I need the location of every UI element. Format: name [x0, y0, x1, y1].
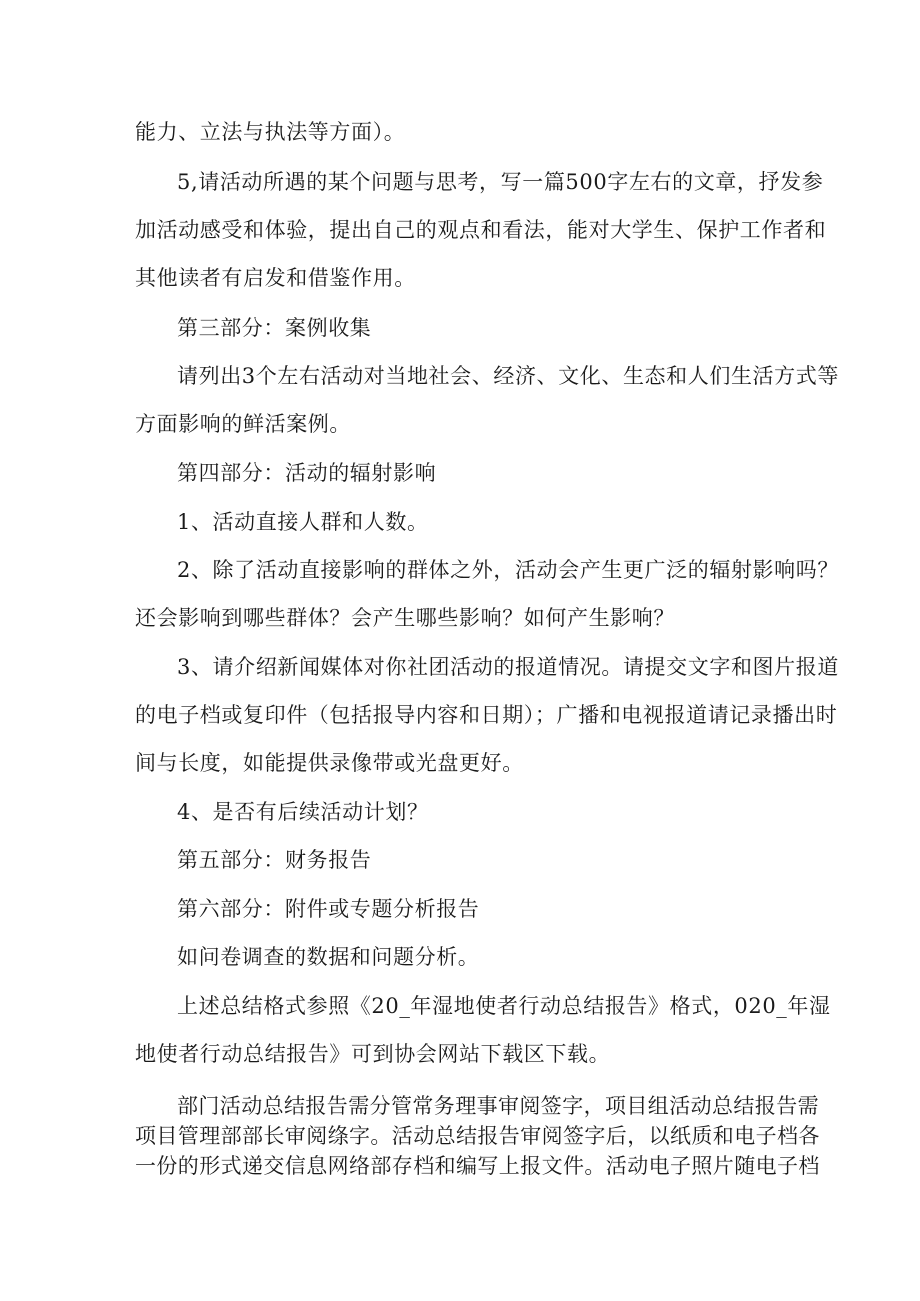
text-line: 2、除了活动直接影响的群体之外，活动会产生更广泛的辐射影响吗？	[177, 558, 839, 582]
text-line: 3、请介绍新闻媒体对你社团活动的报道情况。请提交文字和图片报道	[177, 655, 839, 679]
text-line: 上述总结格式参照《20_年湿地使者行动总结报告》格式，020_年湿	[177, 994, 831, 1018]
text-line: 如问卷调查的数据和问题分析。	[177, 945, 480, 969]
text-line: 加活动感受和体验，提出自己的观点和看法，能对大学生、保护工作者和	[135, 218, 827, 242]
section-heading: 第四部分：活动的辐射影响	[177, 461, 437, 485]
text-line: 地使者行动总结报告》可到协会网站下载区下载。	[135, 1042, 611, 1066]
section-heading: 第六部分：附件或专题分析报告	[177, 897, 480, 921]
text-line: 还会影响到哪些群体？会产生哪些影响？如何产生影响？	[135, 606, 675, 630]
section-heading: 第三部分：案例收集	[177, 316, 372, 340]
text-line: 的电子档或复印件（包括报导内容和日期）；广播和电视报道请记录播出时	[135, 703, 838, 727]
text-line: 能力、立法与执法等方面）。	[135, 120, 406, 144]
text-line: 1、活动直接人群和人数。	[177, 510, 429, 534]
section-heading: 第五部分：财务报告	[177, 848, 372, 872]
text-line: 部门活动总结报告需分管常务理事审阅签字，项目组活动总结报告需	[177, 1094, 819, 1118]
text-line: 项目管理部部长审阅绦字。活动总结报告审阅签字后，以纸质和电子档各	[135, 1124, 820, 1148]
text-line: 5,请活动所遇的某个问题与思考，写一篇500字左右的文章，抒发参	[177, 170, 824, 194]
text-line: 4、是否有后续活动计划？	[177, 800, 429, 824]
text-line: 请列出3个左右活动对当地社会、经济、文化、生态和人们生活方式等	[177, 364, 839, 388]
text-line: 一份的形式递交信息网络部存档和编写上报文件。活动电子照片随电子档	[135, 1154, 820, 1178]
text-line: 其他读者有启发和借鉴作用。	[135, 266, 416, 290]
text-line: 间与长度，如能提供录像带或光盘更好。	[135, 751, 524, 775]
text-line: 方面影响的鲜活案例。	[135, 412, 351, 436]
